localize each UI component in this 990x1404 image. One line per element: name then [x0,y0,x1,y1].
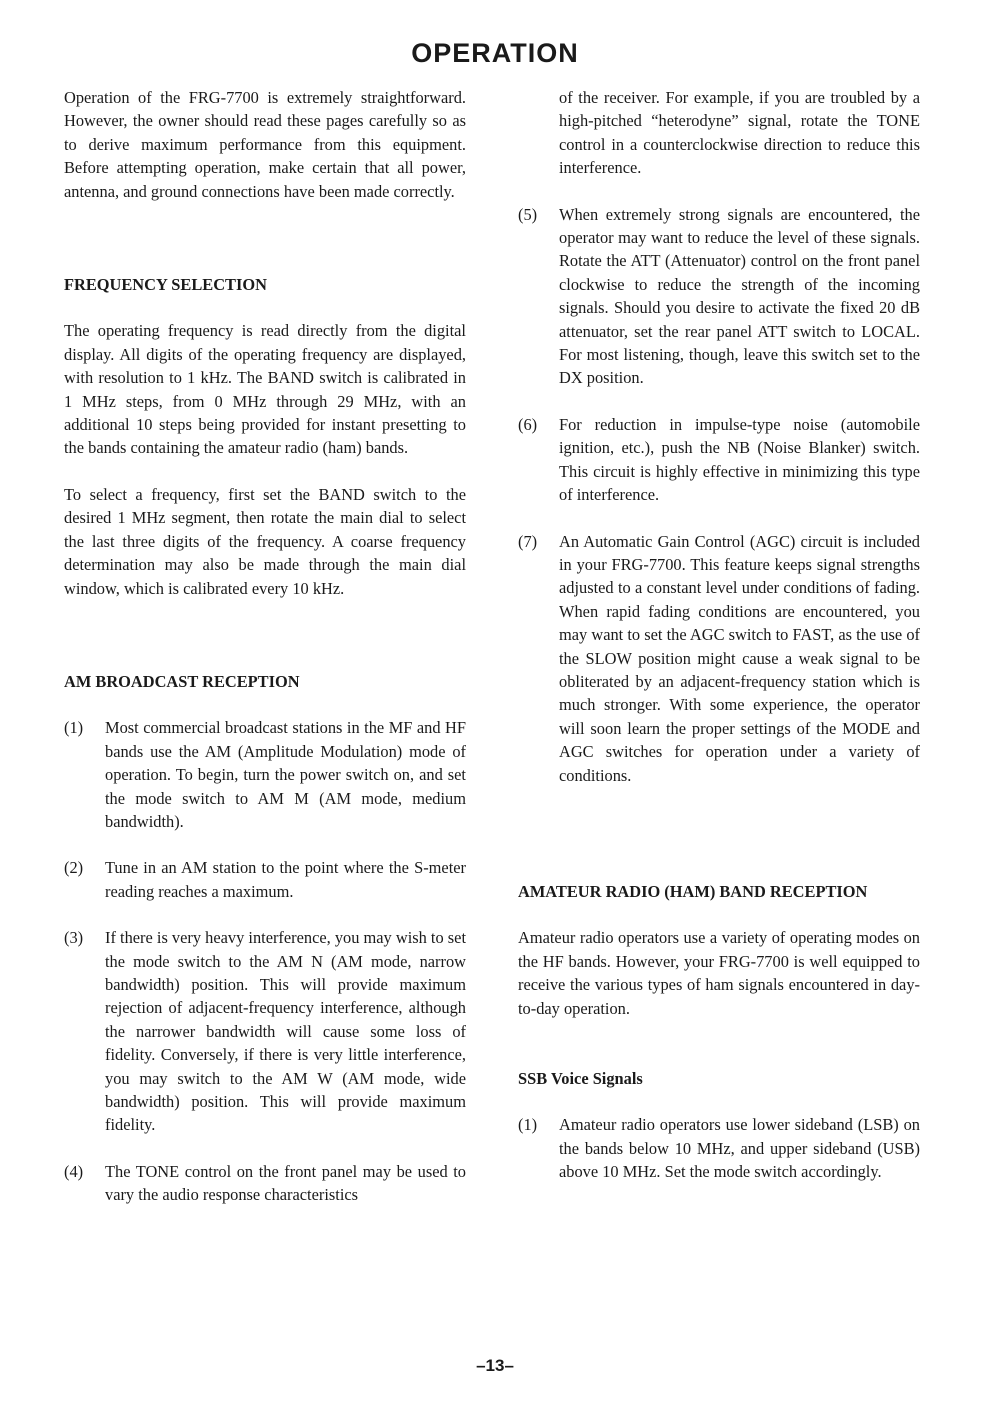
item-number: (1) [64,718,84,738]
am-item-3 [64,926,466,1137]
am-item-4 [64,1160,466,1207]
item-7 [518,530,920,787]
item-6 [518,413,920,507]
item-text: Most commercial broadcast stations in the MF and HF bands use the AM (Amplitude Modulation) mode of operation. To begin, turn the power switch on, and set the mode switch to AM M (AM mode, medium bandwidth). [105,718,466,831]
item-number: (1) [518,1115,538,1135]
left-column [64,86,466,1207]
item-number: (2) [64,858,84,878]
item-number: (3) [64,928,84,948]
ssb-item-1 [518,1113,920,1183]
continued-paragraph: of the receiver. For example, if you are troubled by a high-pitched “heterodyne” signal, rotate the TONE control in a counterclockwise direction to reduce this interference. [559,88,920,178]
item-number: (5) [518,204,538,224]
item-number: (6) [518,414,538,434]
am-item-1 [64,716,466,833]
item-5 [518,203,920,390]
ham-band-heading: AMATEUR RADIO (HAM) BAND RECEPTION [518,881,868,901]
am-item-2 [64,856,466,903]
right-column [518,86,920,1184]
item-text: Tune in an AM station to the point where the S-meter reading reaches a maximum. [105,858,466,901]
item-number: (7) [518,531,538,551]
item-text: Amateur radio operators use lower sideband (LSB) on the bands below 10 MHz, and upper sideband (USB) above 10 MHz. Set the mode switch accordingly. [559,1115,920,1182]
item-text: When extremely strong signals are encountered, the operator may want to reduce the level of these signals. Rotate the ATT (Attenuator) control on the front panel clockwise to reduce the strength of the incoming signals. Should you desire to activate the fixed 20 dB attenuator, set the rear panel ATT switch to LOCAL. For most listening, though, leave this switch set to the DX position. [559,204,920,388]
frequency-paragraph-2: To select a frequency, first set the BAND switch to the desired 1 MHz segment, then rotate the main dial to select the last three digits of the frequency. A coarse frequency determination may also be made through the main dial window, which is calibrated every 10 kHz. [64,484,466,598]
item-text: For reduction in impulse-type noise (automobile ignition, etc.), push the NB (Noise Blanker) switch. This circuit is highly effective in minimizing this type of interference. [559,414,920,505]
frequency-selection-heading: FREQUENCY SELECTION [64,275,267,295]
page-number: –13– [476,1356,514,1375]
intro-paragraph: Operation of the FRG-7700 is extremely straightforward. However, the owner should read these pages carefully so as to derive maximum performance from this equipment. Before attempting operation, make certain that all power, antenna, and ground connections have been made correctly. [64,88,466,201]
ssb-voice-heading: SSB Voice Signals [518,1069,643,1088]
ham-paragraph: Amateur radio operators use a variety of operating modes on the HF bands. However, your FRG-7700 is well equipped to receive the various types of ham signals encountered in day-to-day operation. [518,928,920,1018]
item-text: The TONE control on the front panel may be used to vary the audio response characteristics [105,1161,466,1205]
page-title: OPERATION [411,38,579,68]
item-text: An Automatic Gain Control (AGC) circuit is included in your FRG-7700. This feature keeps signal strengths adjusted to a constant level under conditions of fading. When rapid fading conditions are encountered, you may want to set the AGC switch to FAST, as the use of the SLOW position might cause a weak signal to be obliterated by an adjacent-frequency station which is much stronger. With some experience, the operator will soon learn the proper settings of the MODE and AGC switches for operation under a variety of conditions. [559,531,920,785]
am-broadcast-heading: AM BROADCAST RECEPTION [64,671,300,691]
frequency-paragraph-1: The operating frequency is read directly from the digital display. All digits of the operating frequency are displayed, with resolution to 1 kHz. The BAND switch is calibrated in 1 MHz steps, from 0 MHz through 29 MHz, with an additional 10 steps being provided for instant presetting to the bands containing the amateur radio (ham) bands. [64,321,466,458]
item-text: If there is very heavy interference, you may wish to set the mode switch to the AM N (AM mode, narrow bandwidth) position. This will provide maximum rejection of adjacent-frequency interference, although the narrower bandwidth will cause some loss of fidelity. Conversely, if there is very little interference, you may switch to the AM W (AM mode, wide bandwidth) position. This will provide maximum fidelity. [105,928,466,1135]
item-number: (4) [64,1161,84,1181]
